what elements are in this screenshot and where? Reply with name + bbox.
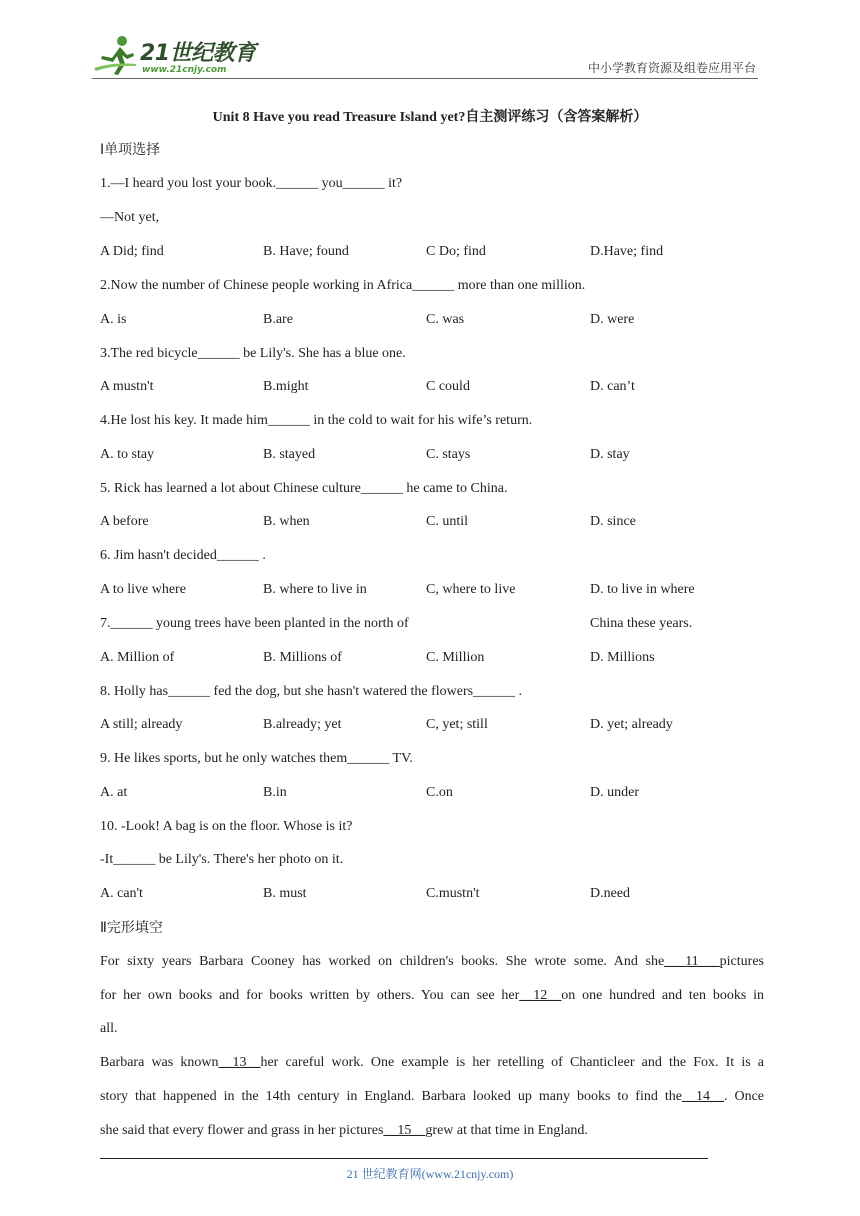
option-b: B. when bbox=[263, 514, 310, 529]
passage-line bbox=[100, 987, 764, 1005]
option-d: D. can’t bbox=[590, 379, 635, 394]
logo-url: www.21cnjy.com bbox=[142, 65, 227, 75]
option-c: C. Million bbox=[426, 650, 485, 665]
question-stem: 2.Now the number of Chinese people working in Africa______ more than one million. bbox=[100, 278, 586, 293]
option-a: A. is bbox=[100, 312, 127, 327]
option-a: A mustn't bbox=[100, 379, 154, 394]
question-stem: 4.He lost his key. It made him______ in the cold to wait for his wife’s return. bbox=[100, 413, 533, 428]
question-stem: 1.—I heard you lost your book.______ you______ it? bbox=[100, 176, 403, 191]
header-divider bbox=[92, 78, 758, 79]
question-stem: 8. Holly has______ fed the dog, but she hasn't watered the flowers______ . bbox=[100, 684, 523, 699]
passage-text: story that happened in the 14th century in England. Barbara looked up many books to find the bbox=[100, 1089, 682, 1104]
blank-12: __12__ bbox=[519, 988, 562, 1003]
option-c: C, yet; still bbox=[426, 717, 488, 732]
passage-line bbox=[100, 1020, 764, 1038]
option-d: D. were bbox=[590, 312, 635, 327]
question-stem: 3.The red bicycle______ be Lily's. She has a blue one. bbox=[100, 346, 406, 361]
question-stem: 10. -Look! A bag is on the floor. Whose is it? bbox=[100, 819, 353, 834]
option-a: A. to stay bbox=[100, 447, 155, 462]
option-d: D.Have; find bbox=[590, 244, 664, 259]
option-d: D. yet; already bbox=[590, 717, 673, 732]
header-platform-text: 中小学教育资源及组卷应用平台 bbox=[587, 61, 756, 75]
running-man-logo-icon bbox=[92, 34, 140, 78]
option-a: A Did; find bbox=[100, 244, 164, 259]
option-b: B.in bbox=[263, 785, 287, 800]
logo-title: 21世纪教育 bbox=[140, 41, 256, 66]
passage-text: pictures bbox=[719, 954, 764, 969]
section-heading-multiple-choice: Ⅰ单项选择 bbox=[100, 142, 161, 158]
option-c: C Do; find bbox=[426, 244, 486, 259]
option-b: B. stayed bbox=[263, 447, 316, 462]
footer-divider bbox=[100, 1158, 708, 1159]
option-c: C. was bbox=[426, 312, 465, 327]
passage-line bbox=[100, 1088, 764, 1106]
section-heading-cloze: Ⅱ完形填空 bbox=[100, 920, 163, 936]
option-c: C could bbox=[426, 379, 470, 394]
option-d: D. stay bbox=[590, 447, 630, 462]
blank-11: ___11___ bbox=[664, 954, 720, 969]
question-stem: 5. Rick has learned a lot about Chinese culture______ he came to China. bbox=[100, 481, 508, 496]
option-d: D. to live in where bbox=[590, 582, 695, 597]
option-d: D. since bbox=[590, 514, 636, 529]
passage-text: her careful work. One example is her retelling of Chanticleer and the Fox. It is a bbox=[260, 1055, 765, 1070]
passage-text: she said that every flower and grass in her pictures bbox=[100, 1123, 384, 1138]
question-stem-tail: China these years. bbox=[590, 616, 693, 631]
option-a: A to live where bbox=[100, 582, 186, 597]
passage-text: all. bbox=[100, 1021, 118, 1036]
option-c: C. stays bbox=[426, 447, 471, 462]
passage-text: for her own books and for books written by others. You can see her bbox=[100, 988, 520, 1003]
option-a: A still; already bbox=[100, 717, 183, 732]
question-extra: —Not yet, bbox=[100, 210, 160, 225]
question-stem: 6. Jim hasn't decided______ . bbox=[100, 548, 266, 563]
option-d: D. Millions bbox=[590, 650, 655, 665]
option-b: B. where to live in bbox=[263, 582, 367, 597]
option-c: C. until bbox=[426, 514, 469, 529]
question-stem: 7.______ young trees have been planted in the north of bbox=[100, 616, 409, 631]
passage-text: on one hundred and ten books in bbox=[561, 988, 765, 1003]
option-d: D. under bbox=[590, 785, 639, 800]
option-c: C.on bbox=[426, 785, 453, 800]
passage-line bbox=[100, 1054, 764, 1072]
option-c: C, where to live bbox=[426, 582, 516, 597]
question-extra: -It______ be Lily's. There's her photo on it. bbox=[100, 852, 344, 867]
document-title: Unit 8 Have you read Treasure Island yet?自主测评练习（含答案解析） bbox=[212, 110, 648, 125]
blank-13: __13__ bbox=[218, 1055, 261, 1070]
option-d: D.need bbox=[590, 886, 631, 901]
passage-text: For sixty years Barbara Cooney has worked on children's books. She wrote some. And she bbox=[100, 954, 665, 969]
option-a: A. at bbox=[100, 785, 128, 800]
passage-text: Barbara was known bbox=[100, 1055, 219, 1070]
blank-15: __15__ bbox=[383, 1123, 426, 1138]
option-a: A before bbox=[100, 514, 149, 529]
option-c: C.mustn't bbox=[426, 886, 480, 901]
option-a: A. Million of bbox=[100, 650, 175, 665]
passage-line bbox=[100, 1122, 764, 1140]
passage-line bbox=[100, 953, 764, 971]
page-footer: 21 世纪教育网(www.21cnjy.com) bbox=[346, 1167, 514, 1181]
logo bbox=[92, 34, 262, 78]
question-stem: 9. He likes sports, but he only watches them______ TV. bbox=[100, 751, 413, 766]
passage-text: . Once bbox=[723, 1089, 765, 1104]
option-b: B.already; yet bbox=[263, 717, 342, 732]
passage-text: grew at that time in England. bbox=[425, 1123, 588, 1138]
page-header bbox=[92, 30, 758, 78]
option-a: A. can't bbox=[100, 886, 143, 901]
option-b: B. Have; found bbox=[263, 244, 349, 259]
option-b: B.might bbox=[263, 379, 309, 394]
blank-14: __14__ bbox=[681, 1089, 724, 1104]
option-b: B. Millions of bbox=[263, 650, 342, 665]
option-b: B.are bbox=[263, 312, 293, 327]
option-b: B. must bbox=[263, 886, 307, 901]
